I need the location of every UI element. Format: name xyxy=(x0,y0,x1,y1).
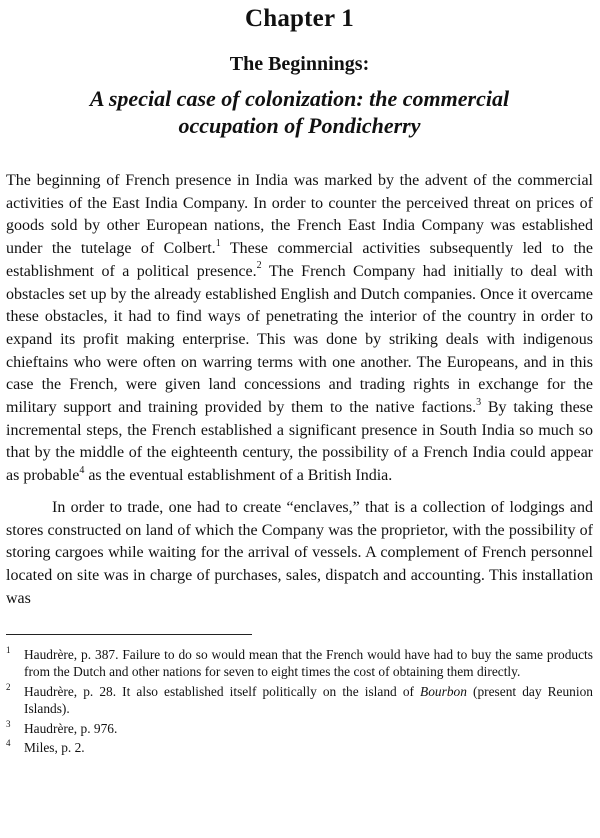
section-heading: The Beginnings: xyxy=(229,53,370,75)
footnote-text: Haudrère, p. 387. Failure to do so would mean that the French would have had to buy the same products from the Dutch and other nations for seven to eight times the cost of obtaining them directly. xyxy=(24,647,593,680)
footnote-number: 3 xyxy=(6,718,11,729)
footnote-text: Miles, p. 2. xyxy=(24,740,85,756)
paragraph-1-text: The beginning of French presence in India was marked by the advent of the commercial activities of the East India Company. In order to counter the perceived threat on prices of goods sold by other European nations, the French East India Company was established under the tutelage of Colbert. xyxy=(6,172,593,258)
paragraph-1-text: The French Company had initially to deal with obstacles set up by the already established English and Dutch companies. Once it overcame these obstacles, it had to find ways of penetrating the interior of the country in order to expand its profit making enterprise. This was done by striking deals with indigenous chieftains who were often on warring terms with one another. The Europeans, and in this case the French, were given land concessions and trading rights in exchange for the military support and training provided by them to the native factions. xyxy=(6,262,593,417)
paragraph-1-text: as the eventual establishment of a British India. xyxy=(84,467,393,485)
footnote-ref-2: 2 xyxy=(256,260,262,272)
footnote-italic-text: Bourbon xyxy=(420,683,467,699)
subtitle-line-2: occupation of Pondicherry xyxy=(178,113,421,138)
footnote-text: Haudrère, p. 28. It also established itself politically on the island of xyxy=(24,683,421,699)
footnote-number: 4 xyxy=(6,738,11,749)
chapter-title: Chapter 1 xyxy=(245,5,354,32)
body-text xyxy=(6,170,593,610)
footnote-number: 1 xyxy=(6,645,11,656)
paragraph-2: In order to trade, one had to create “enclaves,” that is a collection of lodgings and stores constructed on land of which the Company was the proprietor, with the possibility of storing cargoes while waiting for the arrival of vessels. A complement of French personnel located on site was in charge of purchases, sales, dispatch and accounting. This installation was xyxy=(6,498,593,607)
footnote-1 xyxy=(6,647,593,681)
footnote-2 xyxy=(6,681,593,718)
subtitle-line-1: A special case of colonization: the commercial xyxy=(89,86,510,111)
footnote-text: (present day Reunion Islands). xyxy=(24,683,593,716)
footnote-text: Haudrère, p. 976. xyxy=(24,720,118,736)
footnote-ref-1: 1 xyxy=(215,237,221,249)
footnote-3 xyxy=(6,718,593,738)
footnotes xyxy=(6,647,593,757)
paragraph-1-text: By taking these incremental steps, the French established a significant presence in South India so much so that by the middle of the eighteenth century, the possibility of a French India could appear as probable xyxy=(6,399,594,485)
paragraph-1 xyxy=(6,170,593,488)
paragraph-1-text: These commercial activities subsequently led to the establishment of a political presence. xyxy=(6,240,594,280)
section-subtitle xyxy=(6,85,593,139)
footnote-number: 2 xyxy=(6,681,11,692)
footnote-separator xyxy=(6,634,252,635)
footnote-ref-3: 3 xyxy=(476,396,482,408)
footnote-4 xyxy=(6,740,593,757)
footnote-ref-4: 4 xyxy=(79,464,85,476)
